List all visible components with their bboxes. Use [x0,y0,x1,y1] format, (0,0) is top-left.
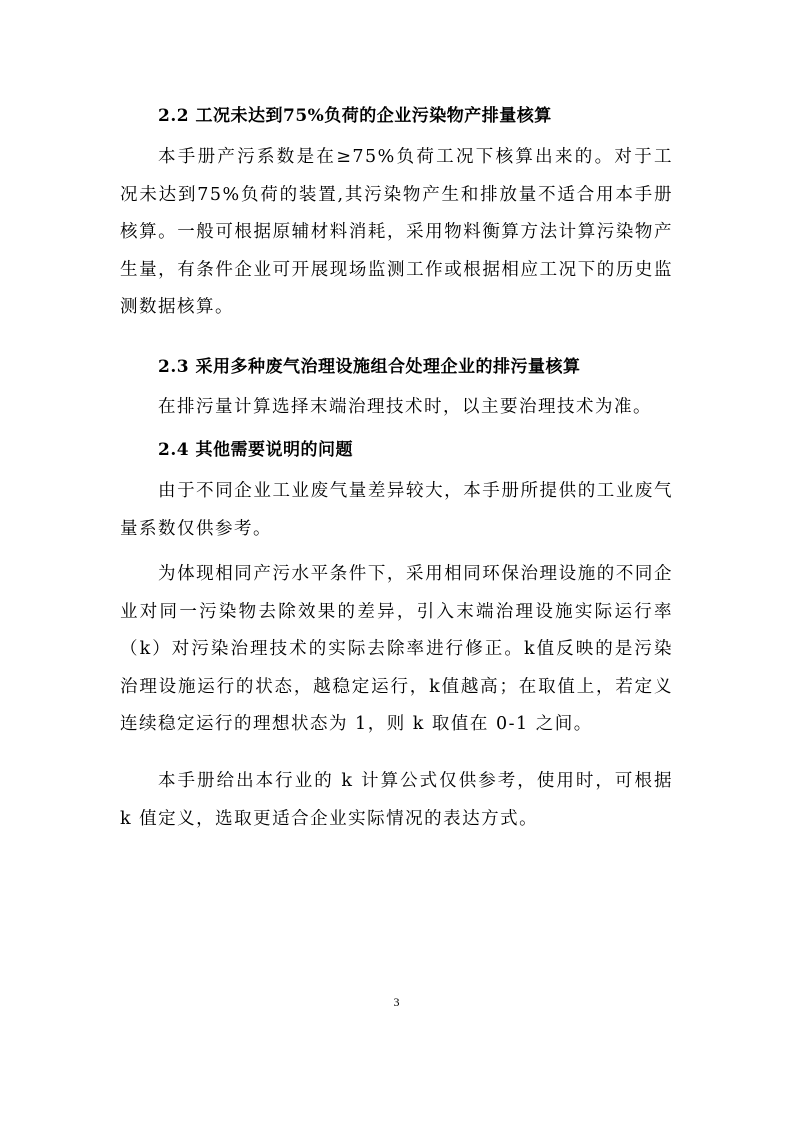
page-number: 3 [393,995,400,1009]
paragraph-2-4-body-2: 为体现相同产污水平条件下，采用相同环保治理设施的不同企业对同一污染物去除效果的差异，引入末端治理设施实际运行率（k）对污染治理技术的实际去除率进行修正。k值反映的是污染治理设施运行的状态，越稳定运行，k值越高；在取值上，若定义连续稳定运行的理想状态为 1，则 k 取值在 0-1 之间。 [120,564,673,734]
paragraph-2-2-body: 本手册产污系数是在≥75%负荷工况下核算出来的。对于工况未达到75%负荷的装置,其污染物产生和排放量不适合用本手册核算。一般可根据原辅材料消耗，采用物料衡算方法计算污染物产生量，有条件企业可开展现场监测工作或根据相应工况下的历史监测数据核算。 [120,147,673,317]
section-heading-2-3: 2.3 采用多种废气治理设施组合处理企业的排污量核算 [158,357,581,377]
paragraph-2-4-body-3: 本手册给出本行业的 k 计算公式仅供参考，使用时，可根据 k 值定义，选取更适合企业实际情况的表达方式。 [120,771,673,829]
paragraph-2-3-body: 在排污量计算选择末端治理技术时，以主要治理技术为准。 [158,397,652,417]
section-heading-2-4: 2.4 其他需要说明的问题 [158,440,353,460]
paragraph-2-4-body-1: 由于不同企业工业废气量差异较大，本手册所提供的工业废气量系数仅供参考。 [120,481,673,539]
section-heading-2-2: 2.2 工况未达到75%负荷的企业污染物产排量核算 [158,106,552,126]
